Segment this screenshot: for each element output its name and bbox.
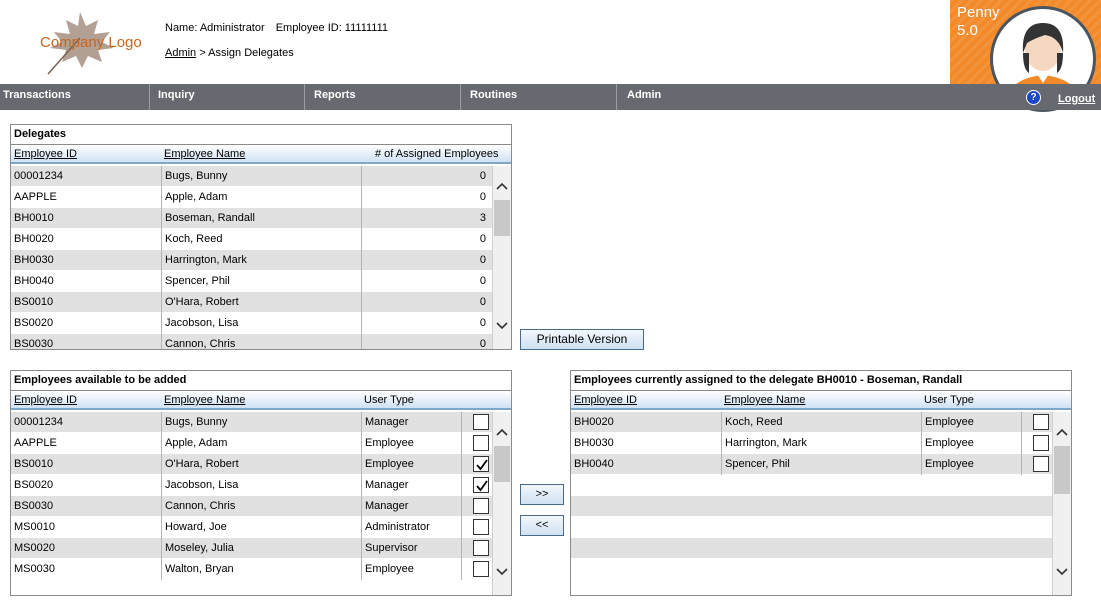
cell-employee-name: O'Hara, Robert xyxy=(162,292,362,313)
company-logo xyxy=(18,8,142,78)
nav-reports[interactable]: Reports xyxy=(311,84,461,110)
available-scrollbar[interactable] xyxy=(492,412,511,596)
col-employee-name[interactable]: Employee Name xyxy=(164,148,246,160)
table-row[interactable] xyxy=(571,412,1052,433)
table-row[interactable] xyxy=(11,313,492,334)
brand-panel xyxy=(950,0,1101,84)
delegates-column-header xyxy=(11,145,511,164)
table-row[interactable] xyxy=(571,454,1052,475)
checkbox[interactable] xyxy=(473,519,489,535)
cell-user-type: Employee xyxy=(362,454,462,475)
table-row[interactable] xyxy=(11,187,492,208)
cell-employee-id: MS0020 xyxy=(11,538,162,559)
cell-user-type: Employee xyxy=(922,454,1022,475)
add-employees-button[interactable]: >> xyxy=(520,484,564,505)
assigned-grid xyxy=(571,412,1052,580)
table-row[interactable] xyxy=(11,250,492,271)
cell-employee-id: BS0030 xyxy=(11,496,162,517)
empty-row xyxy=(571,517,1052,538)
cell-employee-id: BH0020 xyxy=(571,412,722,433)
cell-employee-name: Walton, Bryan xyxy=(162,559,362,580)
assigned-column-header xyxy=(571,391,1071,410)
nav-inquiry[interactable]: Inquiry xyxy=(155,84,305,110)
cell-assigned-count: 3 xyxy=(479,212,486,224)
employee-id: Employee ID: 11111111 xyxy=(275,22,389,34)
delegates-scrollbar[interactable] xyxy=(492,166,511,350)
cell-employee-name: Koch, Reed xyxy=(162,229,362,250)
scroll-thumb[interactable] xyxy=(494,200,510,236)
checkbox[interactable] xyxy=(473,414,489,430)
checkbox-checked[interactable] xyxy=(473,456,489,472)
available-column-header xyxy=(11,391,511,410)
cell-employee-id: BS0020 xyxy=(11,475,162,496)
cell-employee-id: MS0030 xyxy=(11,559,162,580)
cell-employee-name: Moseley, Julia xyxy=(162,538,362,559)
table-row[interactable] xyxy=(11,271,492,292)
cell-employee-id: BH0010 xyxy=(11,208,162,229)
cell-employee-id: AAPPLE xyxy=(11,433,162,454)
cell-employee-name: Jacobson, Lisa xyxy=(162,313,362,334)
table-row[interactable] xyxy=(11,334,492,350)
cell-employee-id: 00001234 xyxy=(11,412,162,433)
help-icon[interactable]: ? xyxy=(1026,90,1041,105)
cell-user-type: Manager xyxy=(362,475,462,496)
table-row[interactable] xyxy=(11,166,492,187)
header xyxy=(0,0,1101,84)
table-row[interactable] xyxy=(11,412,492,433)
delegates-title: Delegates xyxy=(11,125,511,145)
nav-routines[interactable]: Routines xyxy=(467,84,617,110)
empty-row xyxy=(571,538,1052,559)
assigned-title: Employees currently assigned to the delegate BH0010 - Boseman, Randall xyxy=(571,371,1071,391)
cell-employee-name: Apple, Adam xyxy=(162,187,362,208)
available-grid xyxy=(11,412,492,580)
cell-user-type: Employee xyxy=(922,433,1022,454)
assigned-employees-panel xyxy=(570,370,1072,596)
cell-employee-name: Cannon, Chris xyxy=(162,334,362,350)
cell-employee-id: BH0040 xyxy=(11,271,162,292)
cell-employee-name: Bugs, Bunny xyxy=(162,166,362,187)
checkbox[interactable] xyxy=(473,540,489,556)
table-row[interactable] xyxy=(11,208,492,229)
table-row[interactable] xyxy=(11,292,492,313)
scroll-up-icon[interactable] xyxy=(1053,424,1071,440)
cell-employee-name: Bugs, Bunny xyxy=(162,412,362,433)
logout-link[interactable]: Logout xyxy=(1058,93,1096,105)
cell-assigned-count: 0 xyxy=(479,233,486,245)
cell-employee-id: BH0030 xyxy=(11,250,162,271)
remove-employees-button[interactable]: << xyxy=(520,515,564,536)
cell-employee-name: Boseman, Randall xyxy=(162,208,362,229)
assigned-scrollbar[interactable] xyxy=(1052,412,1071,596)
cell-employee-id: BH0040 xyxy=(571,454,722,475)
cell-employee-name: O'Hara, Robert xyxy=(162,454,362,475)
cell-employee-id: BH0020 xyxy=(11,229,162,250)
col-assigned-count: # of Assigned Employees xyxy=(375,148,499,160)
empty-row xyxy=(571,496,1052,517)
cell-employee-id: BS0010 xyxy=(11,454,162,475)
breadcrumb-admin-link[interactable]: Admin xyxy=(165,47,197,59)
cell-employee-id: BS0010 xyxy=(11,292,162,313)
col-employee-name[interactable]: Employee Name xyxy=(724,394,806,406)
breadcrumb-current: > Assign Delegates xyxy=(196,47,294,59)
checkbox[interactable] xyxy=(1033,456,1049,472)
cell-assigned-count: 0 xyxy=(479,338,486,350)
cell-assigned-count: 0 xyxy=(479,170,486,182)
table-row[interactable] xyxy=(11,496,492,517)
user-info xyxy=(165,22,396,34)
main-nav xyxy=(0,84,1101,110)
col-employee-name[interactable]: Employee Name xyxy=(164,394,246,406)
brand-name: Penny 5.0 xyxy=(957,4,1000,39)
cell-assigned-count: 0 xyxy=(479,296,486,308)
cell-user-type: Manager xyxy=(362,412,462,433)
available-employees-panel xyxy=(10,370,512,596)
col-employee-id[interactable]: Employee ID xyxy=(574,394,637,406)
table-row[interactable] xyxy=(11,559,492,580)
cell-employee-name: Harrington, Mark xyxy=(722,433,922,454)
empty-row xyxy=(571,475,1052,496)
cell-employee-id: BS0020 xyxy=(11,313,162,334)
col-employee-id[interactable]: Employee ID xyxy=(14,394,77,406)
checkbox[interactable] xyxy=(1033,435,1049,451)
table-row[interactable] xyxy=(11,229,492,250)
cell-employee-name: Spencer, Phil xyxy=(162,271,362,292)
table-row[interactable] xyxy=(11,517,492,538)
checkbox[interactable] xyxy=(473,435,489,451)
checkbox[interactable] xyxy=(1033,414,1049,430)
cell-employee-id: BS0030 xyxy=(11,334,162,350)
cell-employee-name: Cannon, Chris xyxy=(162,496,362,517)
cell-user-type: Manager xyxy=(362,496,462,517)
scroll-up-icon[interactable] xyxy=(493,424,511,440)
printable-version-button[interactable]: Printable Version xyxy=(520,329,644,350)
delegates-panel xyxy=(10,124,512,350)
col-user-type: User Type xyxy=(924,394,974,406)
breadcrumb xyxy=(165,47,294,59)
cell-assigned-count: 0 xyxy=(479,317,486,329)
cell-assigned-count: 0 xyxy=(479,191,486,203)
cell-user-type: Employee xyxy=(362,559,462,580)
table-row[interactable] xyxy=(11,538,492,559)
cell-employee-id: MS0010 xyxy=(11,517,162,538)
table-row[interactable] xyxy=(11,454,492,475)
nav-admin[interactable]: Admin xyxy=(627,89,662,101)
user-name: Name: Administrator xyxy=(165,22,265,34)
empty-row xyxy=(571,559,1052,580)
checkbox[interactable] xyxy=(473,498,489,514)
scroll-down-icon[interactable] xyxy=(493,318,511,334)
cell-employee-name: Apple, Adam xyxy=(162,433,362,454)
delegates-grid xyxy=(11,166,492,350)
scroll-up-icon[interactable] xyxy=(493,178,511,194)
cell-user-type: Supervisor xyxy=(362,538,462,559)
cell-employee-name: Spencer, Phil xyxy=(722,454,922,475)
checkbox-checked[interactable] xyxy=(473,477,489,493)
table-row[interactable] xyxy=(571,433,1052,454)
cell-employee-id: AAPPLE xyxy=(11,187,162,208)
table-row[interactable] xyxy=(11,433,492,454)
col-employee-id[interactable]: Employee ID xyxy=(14,148,77,160)
available-title: Employees available to be added xyxy=(11,371,511,391)
cell-employee-name: Koch, Reed xyxy=(722,412,922,433)
cell-user-type: Administrator xyxy=(362,517,462,538)
table-row[interactable] xyxy=(11,475,492,496)
cell-employee-id: BH0030 xyxy=(571,433,722,454)
cell-user-type: Employee xyxy=(922,412,1022,433)
cell-assigned-count: 0 xyxy=(479,254,486,266)
cell-assigned-count: 0 xyxy=(479,275,486,287)
cell-employee-name: Jacobson, Lisa xyxy=(162,475,362,496)
scroll-thumb[interactable] xyxy=(1054,446,1070,494)
nav-transactions[interactable]: Transactions xyxy=(0,84,150,110)
col-user-type: User Type xyxy=(364,394,414,406)
cell-employee-name: Harrington, Mark xyxy=(162,250,362,271)
cell-employee-id: 00001234 xyxy=(11,166,162,187)
scroll-down-icon[interactable] xyxy=(1053,564,1071,580)
cell-user-type: Employee xyxy=(362,433,462,454)
scroll-down-icon[interactable] xyxy=(493,564,511,580)
checkbox[interactable] xyxy=(473,561,489,577)
cell-employee-name: Howard, Joe xyxy=(162,517,362,538)
scroll-thumb[interactable] xyxy=(494,446,510,482)
logo-text: Company Logo xyxy=(40,34,142,51)
